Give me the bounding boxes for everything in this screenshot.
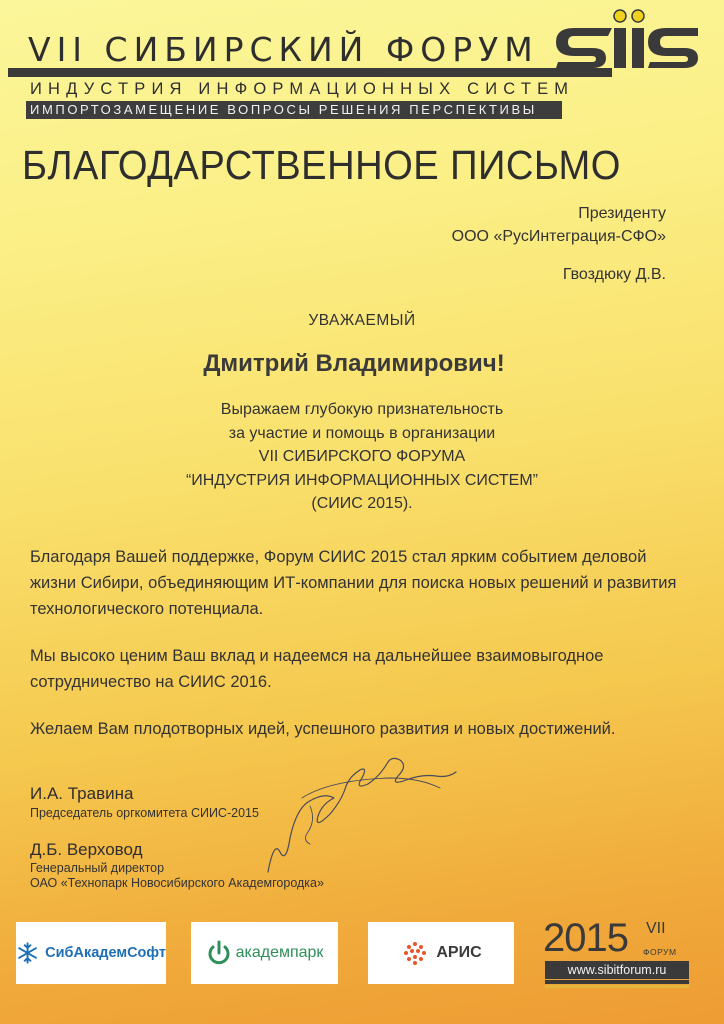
website-link[interactable]: www.sibitforum.ru [545, 961, 689, 979]
gratitude-line: за участие и помощь в организации [228, 424, 496, 442]
role-line: Генеральный директор [30, 861, 165, 875]
signatory-role [30, 806, 259, 821]
signatory-name: Д.Б. Верховод [30, 840, 143, 859]
gratitude-line: VII СИБИРСКОГО ФОРУМА [258, 448, 466, 465]
body-paragraph: Благодаря Вашей поддержке, Форум СИИС 2015 стал ярким событием деловой жизни Сибири, объединяющим ИТ-компании для поиска новых решений и развития технологического потенциала. [30, 548, 677, 618]
sponsor-name: АРИС [436, 944, 482, 961]
forum-edition: VII [646, 920, 666, 937]
gratitude-line: “ИНДУСТРИЯ ИНФОРМАЦИОННЫХ СИСТЕМ” [185, 471, 539, 489]
forum-year: 2015 [543, 916, 628, 960]
role-line: ОАО «Технопарк Новосибирского Академгородка» [30, 876, 324, 890]
closing-wishes: Желаем Вам плодотворных идей, успешного развития и новых достижений. [30, 720, 616, 738]
handwritten-signature [250, 740, 470, 880]
footer-rule-accent [545, 985, 689, 988]
forum-theme-banner: ИМПОРТОЗАМЕЩЕНИЕ ВОПРОСЫ РЕШЕНИЯ ПЕРСПЕКТИВЫ [26, 101, 562, 119]
power-icon [206, 939, 232, 967]
header-rule [8, 68, 612, 77]
siis-logo-icon [548, 4, 700, 80]
salutation: УВАЖАЕМЫЙ [308, 312, 416, 329]
recipient-company: ООО «РусИнтеграция-СФО» [451, 228, 666, 245]
forum-title: VII СИБИРСКИЙ ФОРУМ [28, 30, 539, 69]
signatory-name: И.А. Травина [30, 784, 134, 803]
gratitude-line: (СИИС 2015). [311, 495, 413, 512]
addressee-name: Дмитрий Владимирович! [203, 350, 505, 377]
recipient-name: Гвоздюку Д.В. [562, 266, 666, 283]
dotted-sphere-icon [400, 938, 430, 968]
recipient-position: Президенту [578, 205, 666, 222]
body-paragraph: Мы высоко ценим Ваш вклад и надеемся на дальнейшее взаимовыгодное сотрудничество на СИИС 2016. [30, 647, 604, 691]
sponsor-name: академпарк [235, 944, 324, 961]
snowflake-icon [16, 941, 39, 965]
sponsor-logo [16, 922, 166, 984]
sponsor-logo [191, 922, 338, 984]
forum-label: ФОРУМ [643, 947, 677, 957]
footer-rule [545, 980, 689, 984]
sponsor-name: СибАкадемСофт [45, 945, 166, 961]
forum-subtitle: ИНДУСТРИЯ ИНФОРМАЦИОННЫХ СИСТЕМ [30, 80, 575, 98]
role-line: Председатель оргкомитета СИИС-2015 [30, 806, 259, 820]
gratitude-line: Выражаем глубокую признательность [220, 401, 504, 418]
gratitude-block [0, 398, 724, 516]
sponsor-logo [368, 922, 514, 984]
signatory-role [30, 861, 324, 891]
document-title: БЛАГОДАРСТВЕННОЕ ПИСЬМО [22, 142, 621, 188]
